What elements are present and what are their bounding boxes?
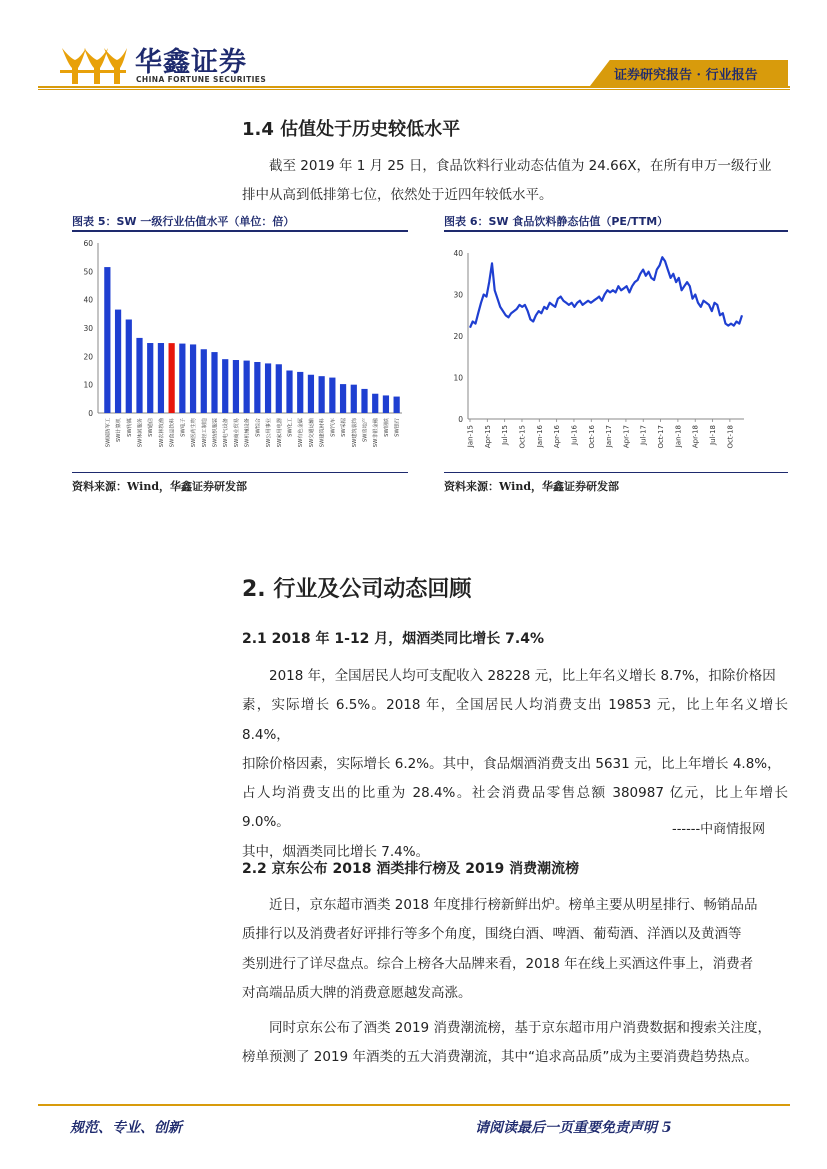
bar: [158, 343, 164, 413]
x-tick-label: Jul-18: [709, 425, 718, 445]
bar: [276, 364, 282, 413]
category-label: SW采掘: [341, 418, 348, 437]
bar: [254, 362, 260, 413]
chart-5-bar-chart: [72, 233, 408, 471]
y-tick-label: 30: [83, 324, 93, 333]
paragraph-line: 质排行以及消费者好评排行等多个角度，围绕白酒、啤酒、葡萄酒、洋酒以及黄酒等: [242, 926, 742, 943]
bar: [308, 375, 314, 413]
source-signature: ------中商情报网: [672, 822, 766, 837]
bar: [297, 372, 303, 413]
category-label: SW纺织服装: [212, 418, 219, 448]
category-label: SW汽车: [330, 418, 337, 437]
chart-6-line-chart: [444, 233, 788, 471]
header-divider: [38, 86, 790, 88]
series-line: [470, 257, 742, 328]
category-label: SW商业贸易: [233, 418, 240, 448]
category-label: SW建筑装饰: [351, 418, 358, 448]
chart-6-bottom-rule: [444, 472, 788, 473]
paragraph-line: 排中从高到低排第七位，依然处于近四年较低水平。: [242, 187, 553, 204]
x-tick-label: Oct-15: [518, 425, 527, 449]
paragraph-line: 近日，京东超市酒类 2018 年度排行榜新鲜出炉。榜单主要从明星排行、畅销品品: [269, 897, 758, 913]
bar: [244, 361, 250, 413]
x-tick-label: Apr-16: [553, 425, 562, 449]
category-label: SW建筑材料: [319, 418, 326, 448]
section-2-2-paragraph-1: [242, 891, 788, 1008]
y-tick-label: 40: [83, 295, 93, 305]
paragraph-line: 对高端品质大牌的消费意愿越发高涨。: [242, 984, 472, 1001]
y-tick-label: 10: [453, 373, 463, 383]
x-tick-label: Jan-16: [535, 425, 544, 448]
category-label: SW家用电器: [276, 418, 283, 448]
x-tick-label: Oct-17: [657, 425, 666, 449]
bar: [179, 344, 185, 413]
bar: [361, 389, 367, 413]
bar: [211, 352, 217, 413]
bar: [265, 363, 271, 413]
chart-6-title: 图表 6：SW 食品饮料静态估值（PE/TTM）: [444, 215, 669, 228]
category-label: SW休闲服务: [137, 418, 144, 448]
y-tick-label: 10: [83, 380, 93, 390]
category-label: SW电气设备: [223, 418, 230, 448]
bar: [104, 267, 110, 413]
bar: [136, 338, 142, 413]
category-label: SW机械设备: [244, 418, 251, 448]
bar: [201, 349, 207, 413]
category-label: SW非银金融: [373, 418, 380, 448]
paragraph-line: 素，实际增长 6.5%。2018 年，全国居民人均消费支出 19853 元，比上年名义增长 8.4%，: [242, 697, 788, 743]
chart-5-title: 图表 5：SW 一级行业估值水平（单位：倍）: [72, 215, 295, 228]
category-label: SW有色金属: [298, 418, 305, 448]
category-label: SW钢铁: [383, 418, 390, 437]
chart-5-rule: [72, 230, 408, 232]
category-label: SW电子: [180, 418, 187, 437]
paragraph-line: 其中，烟酒类同比增长 7.4%。: [242, 843, 430, 860]
footer-disclaimer-page: 请阅读最后一页重要免责声明 5: [475, 1120, 672, 1136]
bar: [319, 376, 325, 413]
x-tick-label: Jan-17: [605, 425, 614, 448]
section-2-1-title: 2.1 2018 年 1-12 月，烟酒类同比增长 7.4%: [242, 631, 544, 647]
bar: [286, 371, 292, 414]
paragraph-line: 2018 年，全国居民人均可支配收入 28228 元，比上年名义增长 8.7%，扣除价格因: [269, 668, 776, 684]
category-label: SW食品饮料: [169, 418, 176, 448]
company-logo-mark: [58, 42, 128, 86]
x-tick-label: Jan-18: [674, 425, 683, 448]
x-tick-label: Oct-18: [726, 425, 735, 449]
y-tick-label: 40: [453, 249, 463, 258]
chart-6-rule: [444, 230, 788, 232]
y-tick-label: 20: [83, 352, 93, 362]
bar: [115, 310, 121, 413]
category-label: SW交通运输: [308, 418, 315, 448]
bar: [126, 320, 132, 414]
category-label: SW国防军工: [105, 418, 112, 448]
section-2-title: 2. 行业及公司动态回顾: [242, 577, 472, 602]
y-tick-label: 0: [458, 415, 463, 424]
x-tick-label: Jul-16: [570, 425, 579, 445]
x-tick-label: Jul-17: [639, 425, 648, 445]
x-tick-label: Jul-15: [501, 425, 510, 445]
company-logo-english: CHINA FORTUNE SECURITIES: [136, 75, 267, 84]
category-label: SW银行: [394, 418, 401, 437]
footer-slogan: 规范、专业、创新: [70, 1120, 182, 1136]
chart-5-source: 资料来源：Wind，华鑫证券研发部: [72, 480, 248, 493]
y-tick-label: 0: [88, 409, 93, 418]
y-tick-label: 20: [453, 332, 463, 341]
bar: [329, 378, 335, 413]
y-tick-label: 30: [453, 290, 463, 300]
y-tick-label: 60: [83, 239, 93, 248]
section-2-2-title: 2.2 京东公布 2018 酒类排行榜及 2019 消费潮流榜: [242, 861, 580, 877]
category-label: SW化工: [287, 418, 294, 437]
category-label: SW公用事业: [266, 418, 273, 448]
x-tick-label: Oct-16: [587, 425, 596, 449]
paragraph-line: 截至 2019 年 1 月 25 日，食品饮料行业动态估值为 24.66X，在所有申万一级行业: [269, 158, 772, 174]
bar: [351, 385, 357, 413]
company-logo-text: 华鑫证券: [135, 47, 247, 78]
bar: [383, 395, 389, 413]
bar: [394, 397, 400, 413]
x-tick-label: Apr-15: [483, 425, 492, 449]
bar: [340, 384, 346, 413]
bar: [372, 394, 378, 413]
paragraph-line: 类别进行了详尽盘点。综合上榜各大品牌来看，2018 年在线上买酒这件事上，消费者: [242, 955, 754, 972]
section-1-4-paragraph: [242, 152, 788, 211]
x-tick-label: Apr-17: [622, 425, 631, 449]
footer-divider: [38, 1104, 790, 1106]
category-label: SW房地产: [362, 418, 369, 442]
chart-5-bottom-rule: [72, 472, 408, 473]
bar: [190, 344, 196, 413]
chart-6-source: 资料来源：Wind，华鑫证券研发部: [444, 480, 620, 493]
header-divider-thin: [38, 89, 790, 90]
paragraph-line: 榜单预测了 2019 年酒类的五大消费潮流，其中“追求高品质”成为主要消费趋势热点。: [242, 1049, 758, 1066]
section-1-4-title: 1.4 估值处于历史较低水平: [242, 119, 461, 140]
category-label: SW计算机: [116, 418, 123, 442]
paragraph-line: 扣除价格因素，实际增长 6.2%。其中，食品烟酒消费支出 5631 元，比上年增长 4.8%，: [242, 755, 781, 772]
category-label: SW综合: [255, 418, 262, 437]
bar: [233, 360, 239, 413]
category-label: SW医药生物: [191, 418, 198, 448]
bar: [222, 359, 228, 413]
report-type-label: 证券研究报告 · 行业报告: [614, 68, 758, 83]
x-tick-label: Jan-15: [466, 425, 475, 448]
category-label: SW通信: [148, 418, 155, 437]
x-tick-label: Apr-18: [691, 425, 700, 449]
bar: [169, 343, 175, 413]
bar: [147, 343, 153, 413]
category-label: SW农林牧渔: [158, 418, 165, 448]
paragraph-line: 同时京东公布了酒类 2019 消费潮流榜，基于京东超市用户消费数据和搜索关注度，: [269, 1020, 771, 1036]
section-2-2-paragraph-2: [242, 1014, 788, 1073]
category-label: SW轻工制造: [201, 418, 208, 448]
category-label: SW传媒: [126, 418, 133, 437]
y-tick-label: 50: [83, 267, 93, 277]
paragraph-line: 占人均消费支出的比重为 28.4%。社会消费品零售总额 380987 亿元，比上年增长 9.0%。: [242, 785, 788, 831]
